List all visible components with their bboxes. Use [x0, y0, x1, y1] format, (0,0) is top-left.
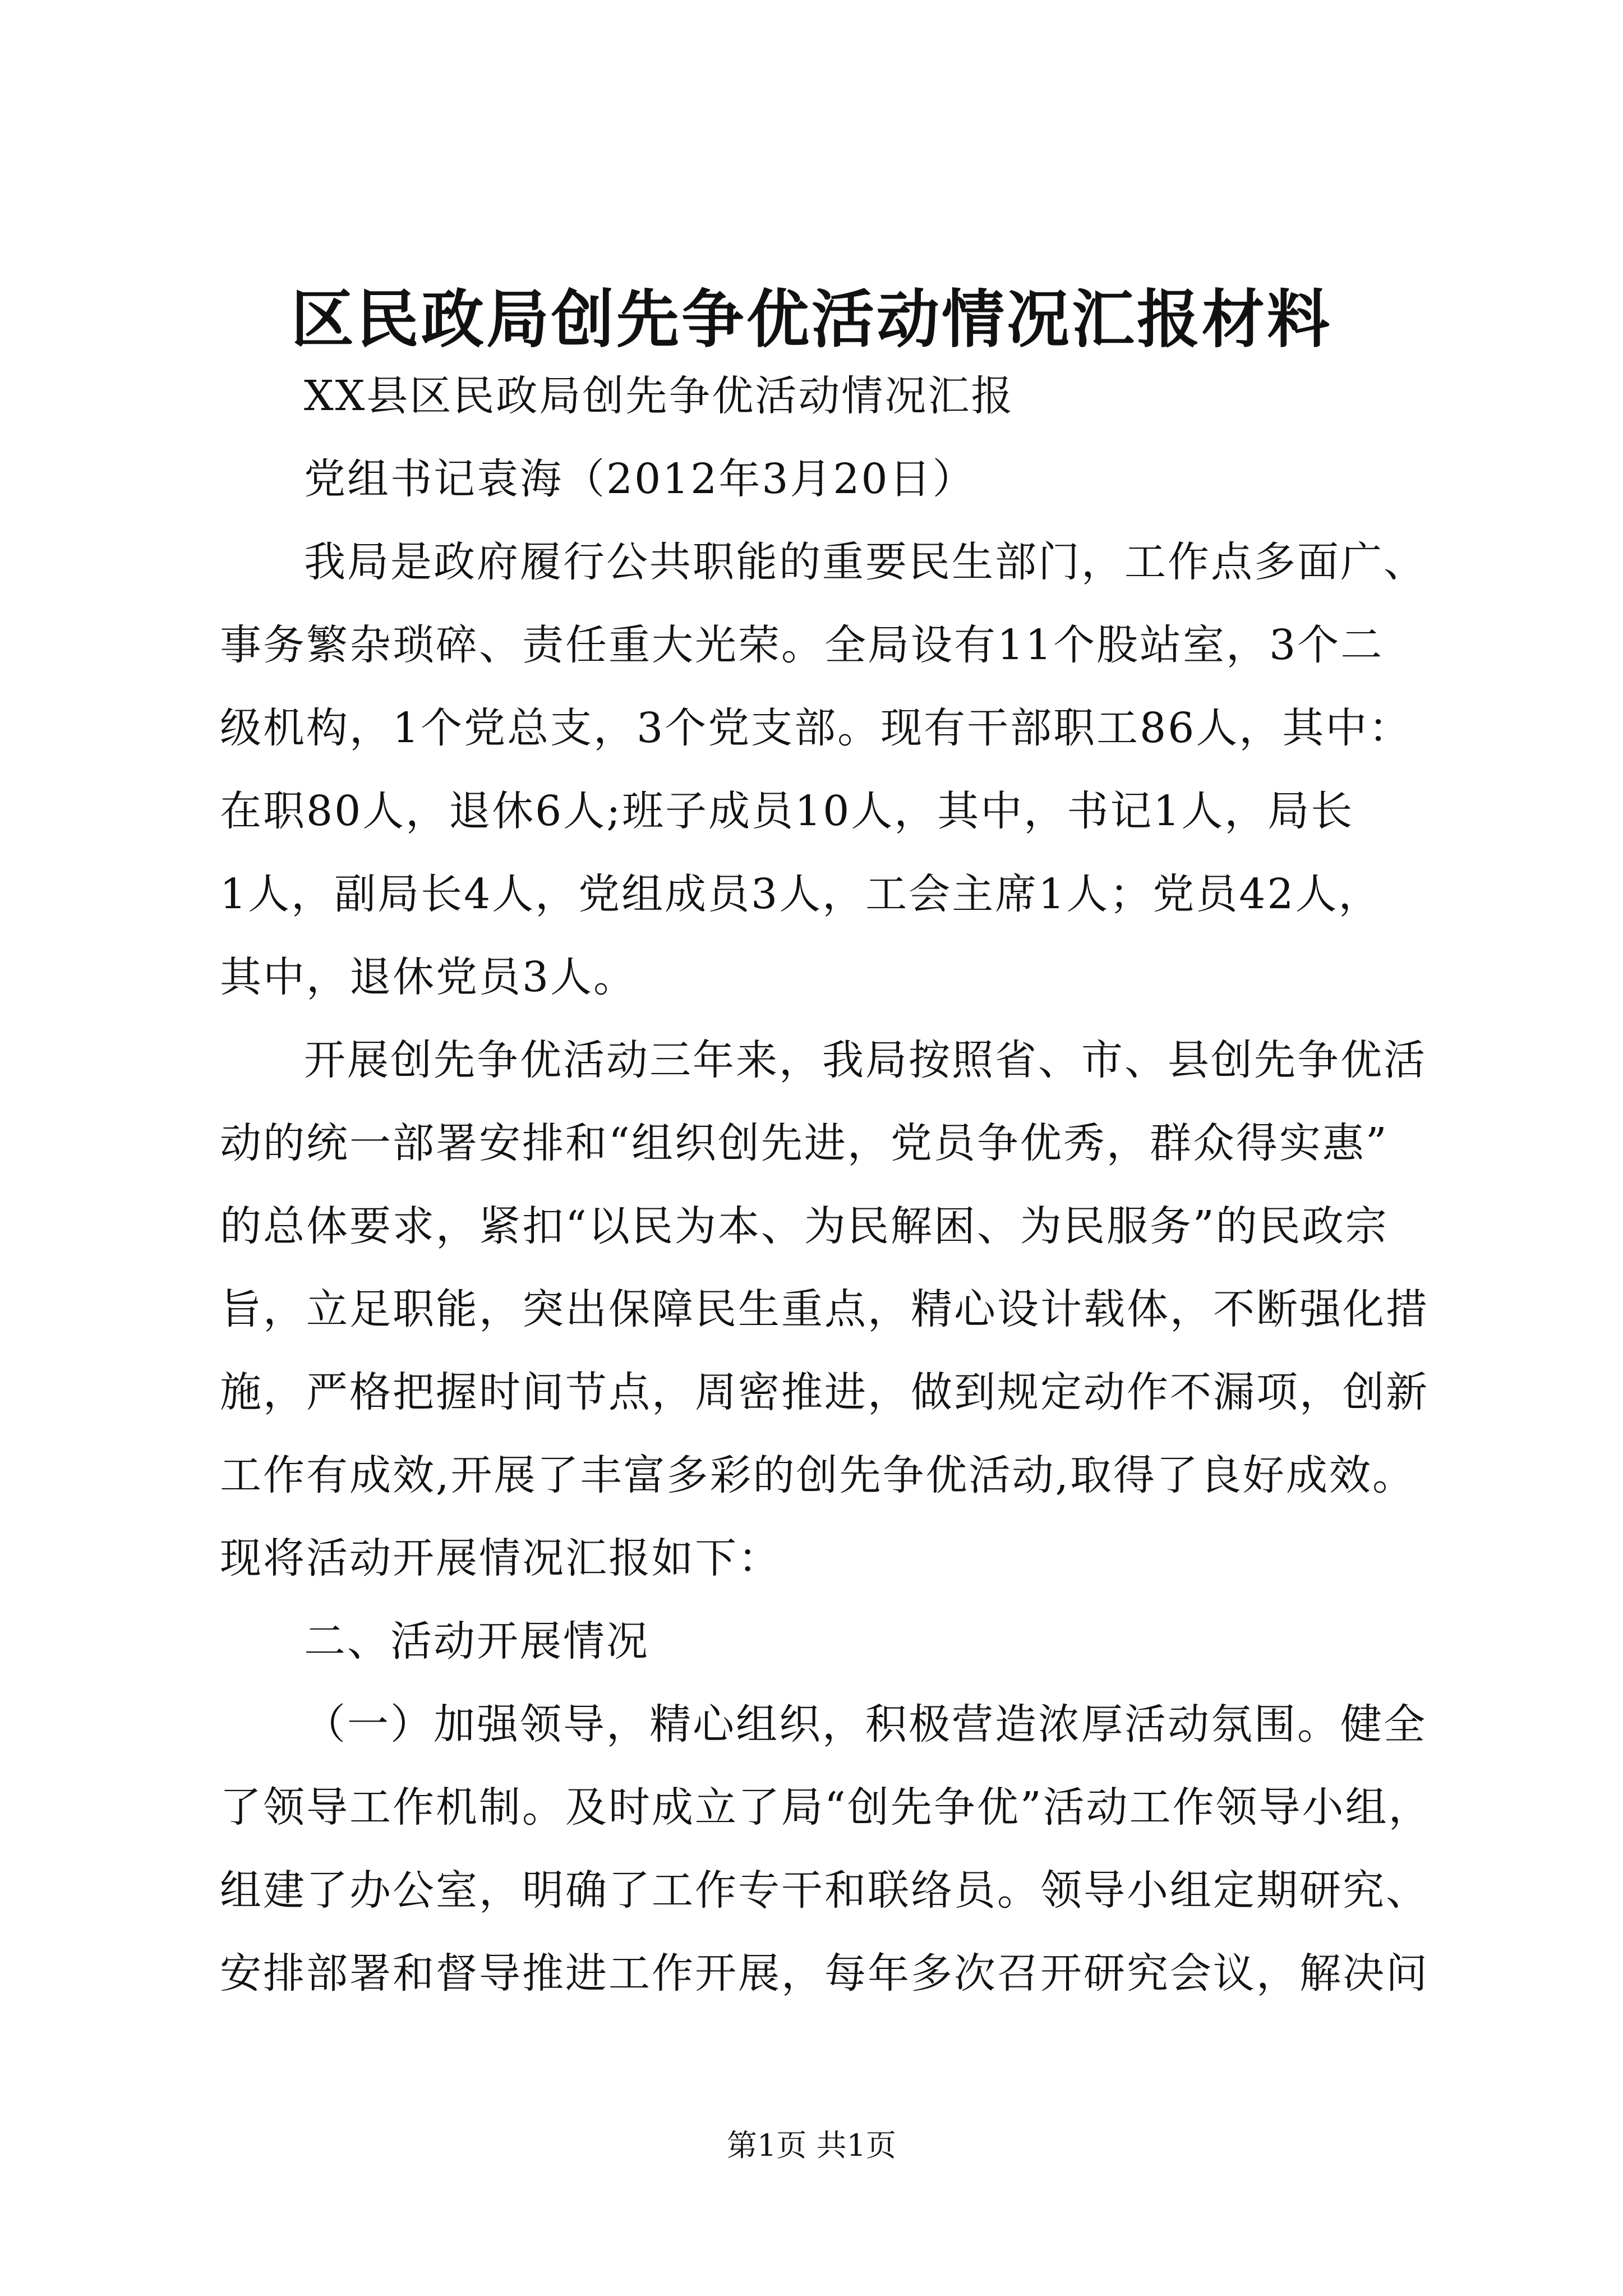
text-line: 我局是政府履行公共职能的重要民生部门，工作点多面广、	[304, 538, 1427, 586]
text-line: 开展创先争优活动三年来，我局按照省、市、县创先争优活	[304, 1036, 1427, 1084]
text-line: 党组书记袁海（2012年3月20日）	[304, 455, 976, 503]
text-line: 级机构，1个党总支，3个党支部。现有干部职工86人，其中：	[220, 704, 1412, 752]
text-line: 的总体要求，紧扣“以民为本、为民解困、为民服务”的民政宗	[220, 1202, 1389, 1250]
text-line: 在职80人，退休6人;班子成员10人，其中，书记1人，局长	[220, 787, 1354, 835]
text-line: （一）加强领导，精心组织，积极营造浓厚活动氛围。健全	[304, 1700, 1427, 1749]
section-heading: 二、活动开展情况	[304, 1617, 649, 1665]
text-line: 工作有成效,开展了丰富多彩的创先争优活动,取得了良好成效。	[220, 1451, 1416, 1499]
text-line: 事务繁杂琐碎、责任重大光荣。全局设有11个股站室，3个二	[220, 621, 1384, 669]
text-line: 了领导工作机制。及时成立了局“创先争优”活动工作领导小组，	[220, 1783, 1432, 1832]
text-line: 动的统一部署安排和“组织创先进，党员争优秀，群众得实惠”	[220, 1119, 1389, 1167]
text-line: 施，严格把握时间节点，周密推进，做到规定动作不漏项，创新	[220, 1368, 1429, 1416]
page-footer: 第1页 共1页	[727, 2128, 896, 2163]
text-line: 其中，退休党员3人。	[220, 953, 637, 1001]
text-line: 1人，副局长4人，党组成员3人，工会主席1人；党员42人，	[220, 870, 1382, 918]
document-body	[220, 355, 1437, 2015]
text-line: XX县区民政局创先争优活动情况汇报	[304, 372, 1015, 420]
text-line: 旨，立足职能，突出保障民生重点，精心设计载体，不断强化措	[220, 1285, 1429, 1333]
document-title: 区民政局创先争优活动情况汇报材料	[291, 283, 1332, 356]
text-line: 现将活动开展情况汇报如下：	[220, 1534, 781, 1582]
text-line: 组建了办公室，明确了工作专干和联络员。领导小组定期研究、	[220, 1866, 1429, 1915]
text-line: 安排部署和督导推进工作开展，每年多次召开研究会议，解决问	[220, 1949, 1429, 1998]
